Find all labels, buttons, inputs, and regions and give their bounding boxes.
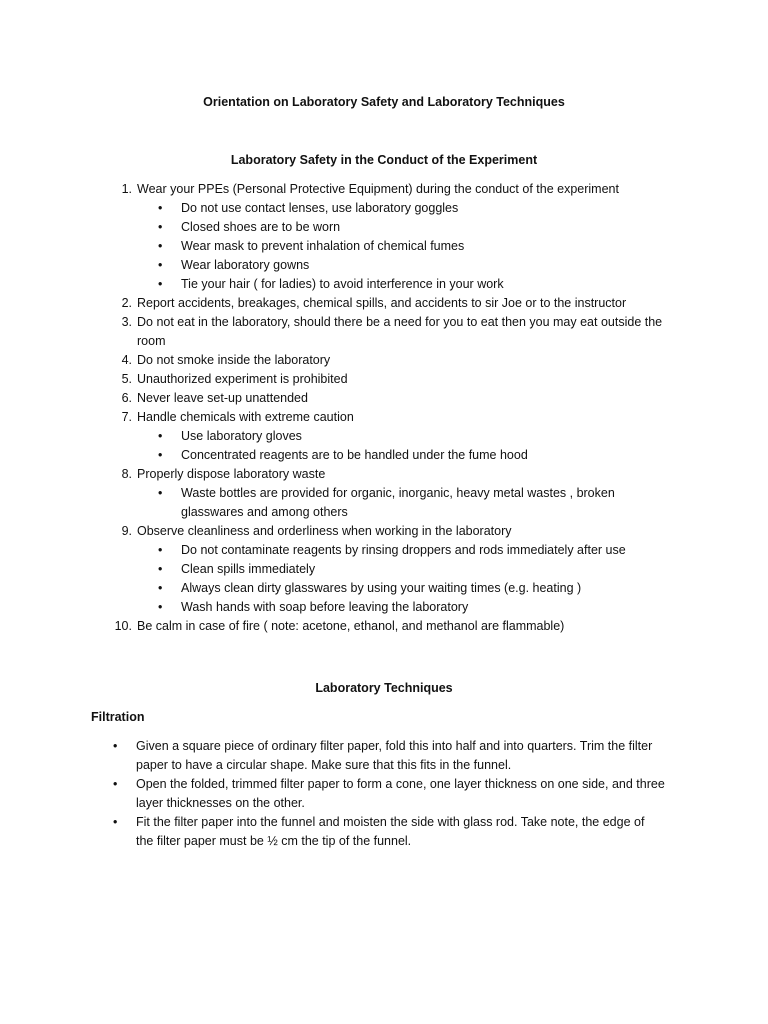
list-item-text: room (137, 334, 166, 348)
sub-item-text: Concentrated reagents are to be handled under the fume hood (181, 448, 528, 462)
bullet-icon: • (158, 562, 163, 576)
filtration-text: paper to have a circular shape. Make sure that this fits in the funnel. (136, 758, 512, 772)
bullet-icon: • (158, 220, 163, 234)
sub-item-text: Clean spills immediately (181, 562, 316, 576)
sub-item-text: Wash hands with soap before leaving the laboratory (181, 600, 469, 614)
bullet-icon: • (158, 543, 163, 557)
sub-item-text: Do not use contact lenses, use laboratory goggles (181, 201, 459, 215)
filtration-text: Open the folded, trimmed filter paper to form a cone, one layer thickness on one side, and three (136, 777, 665, 791)
sub-item-text: Tie your hair ( for ladies) to avoid interference in your work (181, 277, 504, 291)
safety-heading: Laboratory Safety in the Conduct of the Experiment (230, 153, 538, 167)
list-item-number: 4. (121, 353, 132, 367)
sub-item-text: Do not contaminate reagents by rinsing droppers and rods immediately after use (181, 543, 626, 557)
list-item-text: Do not eat in the laboratory, should there be a need for you to eat then you may eat outside the (137, 315, 663, 329)
list-item-number: 2. (121, 296, 132, 310)
list-item-number: 9. (121, 524, 132, 538)
sub-item-text: Closed shoes are to be worn (181, 220, 341, 234)
list-item-text: Never leave set-up unattended (137, 391, 308, 405)
bullet-icon: • (158, 429, 163, 443)
bullet-icon: • (113, 739, 118, 753)
list-item-number: 1. (121, 182, 132, 196)
sub-item-text: Waste bottles are provided for organic, inorganic, heavy metal wastes , broken (181, 486, 615, 500)
bullet-icon: • (158, 239, 163, 253)
list-item-text: Report accidents, breakages, chemical spills, and accidents to sir Joe or to the instructor (137, 296, 627, 310)
sub-item-text: Wear laboratory gowns (181, 258, 310, 272)
bullet-icon: • (158, 600, 163, 614)
list-item-number: 5. (121, 372, 132, 386)
list-item-text: Handle chemicals with extreme caution (137, 410, 354, 424)
list-item-number: 3. (121, 315, 132, 329)
list-item-number: 6. (121, 391, 132, 405)
bullet-icon: • (113, 777, 118, 791)
bullet-icon: • (158, 258, 163, 272)
list-item-text: Wear your PPEs (Personal Protective Equipment) during the conduct of the experiment (137, 182, 619, 196)
filtration-text: Given a square piece of ordinary filter paper, fold this into half and into quarters. Trim the filter (136, 739, 653, 753)
filtration-text: layer thicknesses on the other. (136, 796, 305, 810)
sub-item-text: glasswares and among others (181, 505, 348, 519)
techniques-heading: Laboratory Techniques (315, 681, 453, 695)
list-item-text: Do not smoke inside the laboratory (137, 353, 331, 367)
list-item-number: 10. (114, 619, 132, 633)
bullet-icon: • (158, 486, 163, 500)
list-item-text: Observe cleanliness and orderliness when working in the laboratory (137, 524, 512, 538)
filtration-text: Fit the filter paper into the funnel and moisten the side with glass rod. Take note, the edge of (136, 815, 645, 829)
list-item-text: Properly dispose laboratory waste (137, 467, 326, 481)
bullet-icon: • (158, 581, 163, 595)
sub-item-text: Wear mask to prevent inhalation of chemical fumes (181, 239, 465, 253)
bullet-icon: • (158, 201, 163, 215)
list-item-number: 8. (121, 467, 132, 481)
bullet-icon: • (113, 815, 118, 829)
page-title: Orientation on Laboratory Safety and Laboratory Techniques (203, 95, 565, 109)
bullet-icon: • (158, 277, 163, 291)
sub-item-text: Always clean dirty glasswares by using your waiting times (e.g. heating ) (181, 581, 582, 595)
list-item-text: Unauthorized experiment is prohibited (137, 372, 348, 386)
list-item-text: Be calm in case of fire ( note: acetone, ethanol, and methanol are flammable) (137, 619, 565, 633)
filtration-heading: Filtration (91, 710, 145, 724)
list-item-number: 7. (121, 410, 132, 424)
sub-item-text: Use laboratory gloves (181, 429, 302, 443)
bullet-icon: • (158, 448, 163, 462)
filtration-text: the filter paper must be ½ cm the tip of the funnel. (136, 834, 412, 848)
